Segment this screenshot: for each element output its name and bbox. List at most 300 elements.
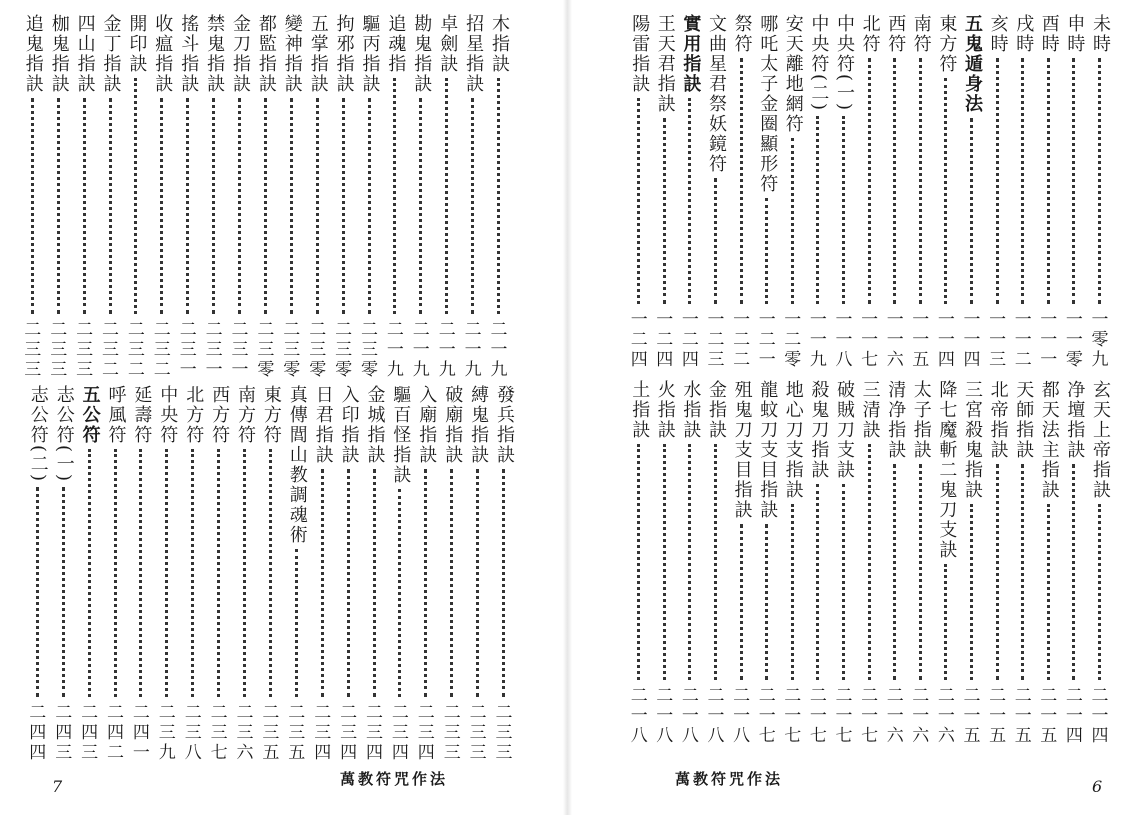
dot-leader	[765, 198, 768, 304]
dot-leader	[134, 78, 137, 314]
toc-entry-title: 禁鬼指訣	[204, 14, 226, 94]
toc-entry-page-number: 一 一 六	[886, 310, 904, 370]
toc-entry-title: 日君指訣	[312, 385, 334, 465]
dot-leader	[970, 118, 973, 304]
dot-leader	[88, 449, 91, 697]
toc-entry	[1012, 380, 1034, 748]
toc-entry	[756, 14, 778, 372]
toc-entry-page-number: 二 三 零	[283, 320, 301, 380]
toc-entry-title: 搖斗指訣	[178, 14, 200, 94]
toc-entry-page-number: 二 三 四	[340, 703, 358, 763]
toc-entry-title: 真傳閭山教調魂術	[286, 385, 308, 545]
toc-entry-page-number: 二 三 四	[314, 703, 332, 763]
dot-leader	[476, 469, 479, 697]
toc-entry	[48, 14, 70, 382]
toc-entry	[910, 380, 932, 748]
toc-entry	[255, 14, 277, 382]
toc-entry	[1089, 14, 1111, 372]
toc-entry-page-number: 二 一 九	[464, 320, 482, 380]
toc-entry	[462, 14, 484, 382]
dot-leader	[497, 78, 500, 314]
dot-leader	[212, 98, 215, 314]
dot-leader	[1047, 58, 1050, 304]
toc-entry-title: 西符	[885, 14, 907, 54]
toc-entry-page-number: 一 一 四	[963, 310, 981, 370]
toc-entry-title: 北方符	[183, 385, 205, 445]
toc-entry-title: 都監指訣	[255, 14, 277, 94]
toc-entry-title: 勘鬼指訣	[411, 14, 433, 94]
dot-leader	[109, 98, 112, 314]
toc-entry	[182, 385, 204, 765]
toc-entry-title: 都天法主指訣	[1038, 380, 1060, 500]
toc-entry-title: 哪吒太子金圈顯形符	[757, 14, 779, 194]
toc-entry	[384, 14, 406, 382]
toc-entry-page-number: 二 三 三	[469, 703, 487, 763]
toc-entry	[1038, 14, 1060, 372]
toc-entry	[859, 380, 881, 748]
toc-entry-title: 開印訣	[126, 14, 148, 74]
toc-entry-title: 中央符(二)	[808, 14, 830, 113]
toc-entry-page-number: 二 四 二	[107, 703, 124, 763]
toc-entry-title: 招星指訣	[463, 14, 485, 94]
dot-leader	[165, 449, 168, 697]
dot-leader	[114, 449, 117, 697]
toc-entry-page-number: 二 三 九	[158, 703, 176, 763]
toc-entry-title: 南符	[910, 14, 932, 54]
toc-entry	[987, 14, 1009, 372]
toc-entry-title: 土指訣	[629, 380, 651, 440]
toc-entry-page-number: 一 一 八	[835, 310, 853, 370]
toc-entry-title: 縛鬼指訣	[468, 385, 490, 465]
toc-entry	[679, 14, 701, 372]
toc-entry	[1089, 380, 1111, 748]
toc-entry-page-number: 一 一 五	[912, 310, 930, 370]
dot-leader	[295, 549, 298, 697]
toc-entry-page-number: 一 二 四	[656, 310, 674, 370]
toc-entry-title: 發兵指訣	[494, 385, 515, 465]
toc-entry-page-number: 二 三 二	[153, 320, 171, 380]
toc-entry-page-number: 二 三 五	[288, 703, 306, 763]
toc-entry-page-number: 二 四 三	[81, 703, 99, 763]
toc-entry	[833, 380, 855, 748]
toc-entry	[312, 385, 334, 765]
toc-entry	[415, 385, 437, 765]
toc-entry	[833, 14, 855, 372]
toc-entry	[156, 385, 178, 765]
toc-entry-title: 玄天上帝指訣	[1090, 380, 1111, 500]
toc-entry-page-number: 一 二 四	[630, 310, 648, 370]
toc-entry-page-number: 一 一 二	[1014, 310, 1032, 370]
toc-entry-page-number: 二 三 零	[309, 320, 327, 380]
toc-entry-page-number: 二 三 一	[205, 320, 223, 380]
toc-entry-page-number: 二 三 二	[127, 320, 145, 380]
toc-entry	[105, 385, 127, 765]
dot-leader	[347, 469, 350, 697]
toc-entry-title: 驅百怪指訣	[390, 385, 412, 485]
toc-entry-title: 變神指訣	[281, 14, 303, 94]
toc-entry	[234, 385, 256, 765]
dot-leader	[688, 444, 691, 680]
toc-entry	[307, 14, 329, 382]
toc-entry-title: 實用指訣	[680, 14, 702, 94]
toc-entry-page-number: 一 一 三	[989, 310, 1007, 370]
dot-leader	[316, 98, 319, 314]
dot-leader	[740, 524, 743, 680]
toc-entry	[1063, 14, 1085, 372]
toc-entry-title: 木指訣	[489, 14, 510, 74]
dot-leader	[893, 58, 896, 304]
toc-entry-title: 西方符	[209, 385, 231, 445]
toc-entry-title: 降七魔斬二鬼刀支訣	[936, 380, 958, 560]
toc-entry-page-number: 二 一 八	[733, 686, 751, 746]
dot-leader	[445, 78, 448, 314]
toc-entry	[79, 385, 101, 765]
toc-entry-title: 破廟指訣	[442, 385, 464, 465]
toc-entry	[807, 14, 829, 372]
toc-entry-title: 卓劍訣	[437, 14, 459, 74]
toc-entry-page-number: 二 一 五	[1014, 686, 1032, 746]
dot-leader	[424, 469, 427, 697]
toc-entry-page-number: 二 一 五	[963, 686, 981, 746]
toc-entry-page-number: 二 一 九	[386, 320, 404, 380]
dot-leader	[868, 444, 871, 680]
toc-entry-page-number: 一 二 零	[784, 310, 802, 370]
toc-entry-page-number: 二 一 六	[912, 686, 930, 746]
toc-entry	[208, 385, 230, 765]
toc-entry	[731, 380, 753, 748]
left-footer-title: 萬教符咒作法	[340, 770, 449, 788]
toc-entry-page-number: 二 一 四	[1091, 686, 1109, 746]
toc-entry-page-number: 二 一 六	[886, 686, 904, 746]
dot-leader	[688, 98, 691, 304]
toc-entry-page-number: 二 三 四	[391, 703, 409, 763]
toc-entry	[859, 14, 881, 372]
toc-entry-title: 驅丙指訣	[359, 14, 381, 94]
toc-entry	[203, 14, 225, 382]
toc-entry	[782, 380, 804, 748]
toc-entry-title: 入廟指訣	[416, 385, 438, 465]
dot-leader	[398, 489, 401, 697]
toc-entry-title: 太子指訣	[910, 380, 932, 460]
toc-entry-page-number: 一 一 九	[809, 310, 827, 370]
toc-entry-title: 火指訣	[654, 380, 676, 440]
dot-leader	[893, 464, 896, 680]
dot-leader	[342, 98, 345, 314]
toc-entry-title: 中央符	[157, 385, 179, 445]
toc-entry-page-number: 二 一 四	[1065, 686, 1083, 746]
toc-entry-page-number: 二 三 二	[102, 320, 119, 380]
toc-entry	[628, 380, 650, 748]
toc-entry-page-number: 二 三 四	[366, 703, 383, 763]
dot-leader	[740, 58, 743, 304]
toc-entry-page-number: 一 二 三	[707, 310, 725, 370]
toc-entry	[389, 385, 411, 765]
toc-entry	[756, 380, 778, 748]
toc-entry-title: 未時	[1090, 14, 1111, 54]
toc-entry-title: 中央符(一)	[834, 14, 855, 113]
toc-entry-page-number: 二 四 四	[29, 703, 47, 763]
toc-entry-page-number: 二 一 六	[937, 686, 955, 746]
toc-entry-page-number: 二 三 七	[210, 703, 228, 763]
dot-leader	[816, 484, 819, 680]
dot-leader	[186, 98, 189, 314]
right-page-number: 6	[1092, 777, 1103, 796]
toc-entry-page-number: 二 一 九	[438, 320, 456, 380]
dot-leader	[996, 58, 999, 304]
toc-entry	[22, 14, 44, 382]
toc-entry	[333, 14, 355, 382]
dot-leader	[714, 178, 717, 304]
dot-leader	[637, 444, 640, 680]
toc-entry-page-number: 一 零 九	[1091, 310, 1109, 370]
toc-entry	[74, 14, 96, 382]
toc-entry-page-number: 二 三 三	[50, 320, 68, 380]
toc-entry	[359, 14, 381, 382]
toc-entry	[910, 14, 932, 372]
toc-entry-page-number: 二 一 七	[758, 686, 776, 746]
toc-entry-title: 申時	[1064, 14, 1086, 54]
toc-entry	[679, 380, 701, 748]
toc-entry-title: 東方符	[260, 385, 282, 445]
toc-entry-page-number: 一 一 零	[1065, 310, 1083, 370]
toc-entry	[286, 385, 308, 765]
toc-entry	[961, 14, 983, 372]
toc-entry-page-number: 二 一 九	[490, 320, 508, 380]
dot-leader	[373, 469, 376, 697]
toc-entry	[731, 14, 753, 372]
toc-entry-title: 净壇指訣	[1064, 380, 1086, 460]
dot-leader	[663, 118, 666, 304]
toc-entry	[884, 14, 906, 372]
toc-entry-page-number: 二 一 七	[809, 686, 827, 746]
dot-leader	[868, 58, 871, 304]
toc-entry-page-number: 二 三 一	[231, 320, 249, 380]
toc-entry-title: 清净指訣	[885, 380, 907, 460]
toc-entry-title: 水指訣	[680, 380, 702, 440]
toc-entry-page-number: 二 一 五	[989, 686, 1007, 746]
toc-entry-title: 祭符	[731, 14, 753, 54]
toc-entry-title: 安天離地網符	[782, 14, 804, 134]
toc-entry	[782, 14, 804, 372]
toc-entry-title: 文曲星君祭妖鏡符	[706, 14, 727, 174]
toc-entry-page-number: 一 二 二	[733, 310, 751, 370]
dot-leader	[393, 78, 396, 314]
dot-leader	[31, 98, 34, 314]
toc-entry-page-number: 一 二 一	[758, 310, 776, 370]
dot-leader	[269, 449, 272, 697]
toc-entry	[467, 385, 489, 765]
toc-entry-title: 破賊刀支訣	[834, 380, 855, 480]
toc-entry	[654, 14, 676, 372]
toc-entry-title: 亥時	[987, 14, 1009, 54]
toc-entry-page-number: 二 一 七	[835, 686, 853, 746]
toc-entry-title: 王天君指訣	[654, 14, 676, 114]
toc-entry-page-number: 二 三 零	[335, 320, 353, 380]
toc-entry	[177, 14, 199, 382]
toc-entry-page-number: 二 三 八	[184, 703, 202, 763]
toc-entry	[338, 385, 360, 765]
toc-entry	[935, 14, 957, 372]
toc-entry-page-number: 二 三 五	[262, 703, 280, 763]
left-page-number: 7	[52, 777, 63, 796]
toc-entry-title: 呼風符	[105, 385, 127, 445]
dot-leader	[471, 98, 474, 314]
toc-entry-page-number: 二 四 一	[132, 703, 150, 763]
dot-leader	[419, 98, 422, 314]
dot-leader	[637, 98, 640, 304]
toc-entry-title: 入印指訣	[338, 385, 360, 465]
dot-leader	[1021, 58, 1024, 304]
toc-entry-title: 陽雷指訣	[629, 14, 651, 94]
dot-leader	[217, 449, 220, 697]
toc-entry-title: 北帝指訣	[987, 380, 1009, 460]
dot-leader	[1098, 58, 1101, 304]
dot-leader	[791, 504, 794, 680]
toc-entry	[493, 385, 515, 765]
toc-entry	[628, 14, 650, 372]
toc-entry-title: 延壽符	[131, 385, 153, 445]
toc-entry-title: 枷鬼指訣	[48, 14, 70, 94]
toc-entry-page-number: 一 二 四	[681, 310, 699, 370]
dot-leader	[816, 116, 819, 304]
dot-leader	[1021, 464, 1024, 680]
toc-entry	[27, 385, 49, 765]
toc-entry-page-number: 二 三 六	[236, 703, 254, 763]
toc-entry-title: 龍蚊刀支目指訣	[757, 380, 779, 520]
toc-entry-title: 志公符(一)	[53, 385, 75, 484]
toc-entry-page-number: 二 三 三	[24, 320, 42, 380]
toc-entry-title: 酉時	[1038, 14, 1060, 54]
toc-entry-page-number: 二 一 七	[784, 686, 802, 746]
dot-leader	[321, 469, 324, 697]
dot-leader	[714, 444, 717, 680]
toc-entry-page-number: 二 三 四	[417, 703, 435, 763]
toc-entry	[961, 380, 983, 748]
toc-entry	[229, 14, 251, 382]
dot-leader	[36, 487, 39, 697]
toc-entry	[1063, 380, 1085, 748]
toc-entry-page-number: 一 一 一	[1040, 310, 1058, 370]
dot-leader	[996, 464, 999, 680]
left-page	[0, 0, 567, 815]
toc-entry-title: 殂鬼刀支目指訣	[731, 380, 753, 520]
dot-leader	[919, 58, 922, 304]
toc-entry-title: 三清訣	[859, 380, 881, 440]
toc-entry-title: 金城指訣	[364, 385, 386, 465]
toc-entry-page-number: 一 一 四	[937, 310, 955, 370]
dot-leader	[191, 449, 194, 697]
right-footer-title: 萬教符咒作法	[675, 770, 784, 788]
toc-entry-title: 金丁指訣	[100, 14, 122, 94]
toc-entry	[364, 385, 386, 765]
dot-leader	[264, 98, 267, 314]
toc-entry	[705, 380, 727, 748]
toc-entry-title: 四山指訣	[74, 14, 96, 94]
toc-entry-title: 金刀指訣	[230, 14, 251, 94]
dot-leader	[238, 98, 241, 314]
dot-leader	[1047, 504, 1050, 680]
toc-entry-page-number: 一 一 七	[861, 310, 879, 370]
toc-entry-title: 東方符	[936, 14, 958, 74]
toc-entry	[807, 380, 829, 748]
toc-entry-title: 三宮殺鬼指訣	[962, 380, 983, 500]
toc-entry-title: 追魂指	[385, 14, 407, 74]
toc-entry-page-number: 二 一 八	[707, 686, 725, 746]
toc-entry-title: 天師指訣	[1013, 380, 1035, 460]
toc-entry-title: 殺鬼刀指訣	[808, 380, 830, 480]
toc-entry-page-number: 二 三 零	[361, 320, 378, 380]
toc-entry	[53, 385, 75, 765]
toc-entry-page-number: 二 一 九	[412, 320, 430, 380]
dot-leader	[450, 469, 453, 697]
dot-leader	[160, 98, 163, 314]
toc-entry	[488, 14, 510, 382]
dot-leader	[1098, 504, 1101, 680]
toc-entry	[884, 380, 906, 748]
dot-leader	[83, 98, 86, 314]
dot-leader	[765, 524, 768, 680]
dot-leader	[62, 487, 65, 697]
toc-entry-title: 五公符	[79, 385, 101, 445]
toc-entry-page-number: 二 一 八	[681, 686, 699, 746]
right-page	[567, 0, 1135, 815]
toc-entry-title: 北符	[859, 14, 881, 54]
toc-entry	[654, 380, 676, 748]
dot-leader	[842, 116, 845, 304]
dot-leader	[791, 138, 794, 304]
toc-entry	[705, 14, 727, 372]
dot-leader	[139, 449, 142, 697]
toc-entry	[441, 385, 463, 765]
toc-entry-page-number: 二 三 三	[76, 320, 94, 380]
toc-entry-page-number: 二 三 三	[443, 703, 461, 763]
dot-leader	[57, 98, 60, 314]
toc-entry-page-number: 二 一 七	[861, 686, 879, 746]
toc-entry	[100, 14, 122, 382]
toc-entry-title: 五鬼遁身法	[962, 14, 983, 114]
toc-entry-title: 志公符(二)	[27, 385, 49, 484]
toc-entry-title: 追鬼指訣	[22, 14, 44, 94]
toc-entry	[410, 14, 432, 382]
toc-entry-page-number: 二 三 一	[179, 320, 197, 380]
dot-leader	[290, 98, 293, 314]
toc-entry	[281, 14, 303, 382]
dot-leader	[1072, 58, 1075, 304]
toc-entry-page-number: 二 一 八	[656, 686, 674, 746]
toc-entry	[151, 14, 173, 382]
toc-entry	[935, 380, 957, 748]
dot-leader	[944, 564, 947, 680]
toc-entry-title: 金指訣	[706, 380, 727, 440]
toc-entry-page-number: 二 三 三	[495, 703, 513, 763]
dot-leader	[944, 78, 947, 304]
toc-entry	[130, 385, 152, 765]
toc-entry-page-number: 二 一 五	[1040, 686, 1058, 746]
toc-entry-title: 拘邪指訣	[333, 14, 355, 94]
toc-entry	[1012, 14, 1034, 372]
toc-entry-page-number: 二 四 三	[55, 703, 73, 763]
toc-entry	[125, 14, 147, 382]
toc-entry-title: 南方符	[235, 385, 256, 445]
dot-leader	[502, 469, 505, 697]
toc-entry-title: 五掌指訣	[307, 14, 329, 94]
toc-entry-page-number: 二 三 零	[257, 320, 275, 380]
toc-entry	[260, 385, 282, 765]
dot-leader	[368, 98, 371, 314]
toc-entry	[1038, 380, 1060, 748]
toc-entry-title: 戌時	[1013, 14, 1035, 54]
dot-leader	[663, 444, 666, 680]
